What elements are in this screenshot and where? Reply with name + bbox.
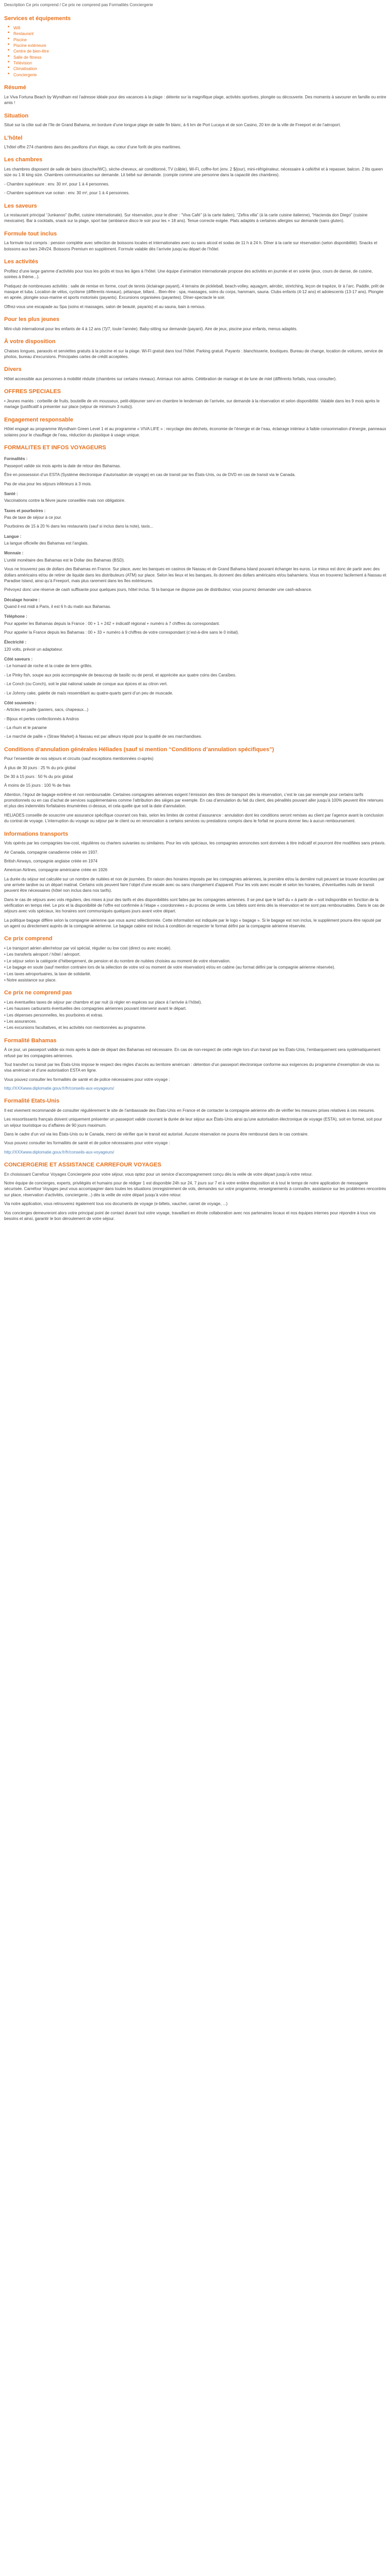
paragraph: Être en possession d’un ESTA (Système électronique d’autorisation de voyage) en cas de transit par les États-Unis, ou de DVD en cas de transit via le Canada. [4,472,296,478]
section [4,1161,387,1222]
paragraph: Vous pouvez consulter les formalités de santé et de police nécessaires pour votre voyage : [4,1141,170,1146]
paragraph: - Articles en paille (paniers, sacs, chapeaux...) [4,707,89,713]
section-title: Services et équipements [4,15,71,22]
paragraph: Vols opérés par les compagnies low-cost, régulières ou charters suivantes ou similaires. Pour les vols spéciaux, les compagnies annoncées sont données à titre indicatif et pourront être modifiées sans préavis. [4,841,386,846]
paragraph: Hôtel accessible aux personnes à mobilité réduite (chambres sur certains niveaux). Animaux non admis. Célébration de mariage et de lune de miel (différents forfaits, nous consulter). [4,376,337,381]
subheading: Formalités : [4,456,28,462]
paragraph: - Le marché de paille « (Straw Market) à Nassau est par ailleurs réputé pour la qualité de ses marchandises. [4,734,202,739]
paragraph: À plus de 30 jours : 25 % du prix global [4,765,76,770]
paragraph: • Jeunes mariés : corbeille de fruits, bouteille de vin mousseux, petit-déjeuner servi en chambre le lendemain de l’arrivée, sur demande à la réservation et selon disponibilité. Valable dans les 9 mois après le mariage (justificatif à présenter sur place (séjour de minimum 3 nuits)). [4,398,380,410]
paragraph: La durée du séjour est calculée sur un nombre de nuitées et non de journées. En raison des horaires imposés par les compagnies aériennes, la première et/ou la dernière nuit peuvent se trouver écourtées par une arrivée tardive ou un départ matinal. Certains vols peuvent faire l’objet d’une escale avec ou sans changement d’appareil. Pour les vols avec escale et selon les horaires, d’éventuelles nuits de transit peuvent être nécessaires (hôtel non inclus dans nos tarifs). [4,876,385,893]
section [4,746,387,824]
paragraph: Notre équipe de concierges, experts, privilégiés et humains pour de rédiger 1 est disponible 24h sur 24, 7 jours sur 7 et à votre entière disposition et à tout le temps de notre application de messagerie sécurisée. Carrefour Voyages peut vous accompagner dans toutes les situations (enregistrement de vols, demandes sur votre programme, renseignements à connaître, assistance sur les problèmes rencontrés sur place, réservation d’activités, conciergerie...) dès la veille de votre départ jusqu’à votre retour. [4,1181,386,1197]
paragraph: Quand il est midi à Paris, il est 6 h du matin aux Bahamas. [4,604,111,609]
price-list [4,999,387,1031]
link[interactable]: http://XXXwww.diplomatie.gouv.fr/fr/conseils-aux-voyageurs/ [4,1149,115,1155]
amenity-item: ■ Climatisation [13,66,387,72]
section-title: L’hôtel [4,134,23,141]
list-item: • Les dépenses personnelles, les pourboires et extras. [4,1012,104,1018]
paragraph: - Le Pinky fish, soupe aux pois accompagnée de beaucoup de basilic ou de persil, et appréciée aux quatre coins des Caraïbes. [4,672,237,677]
paragraph: - Chambre supérieure vue océan : env. 30 m², pour 1 à 4 personnes. [4,191,130,196]
paragraph: À moins de 15 jours : 100 % de frais [4,783,71,788]
section-title: Ce prix comprend [4,936,53,942]
paragraph: Il est vivement recommandé de consulter régulièrement le site de l’ambassade des États-Unis en France et de contacter la compagnie aérienne afin de vérifier les mesures prises relatives à ces mesures. [4,1108,376,1113]
list-item: • Le bagage en soute (sauf mention contraire lors de la sélection de votre vol ou moment de votre réservation) et/ou en cabine (au format défini par la compagnie aérienne réservée). [4,965,335,970]
paragraph: Hôtel engagé au programme Wyndham Green Level 1 et au programme « VIVA LIFE » : recyclage des déchets, économie de l’énergie et de l’eau, éclairage intérieur à faible consommation d’énergie, panneaux solaires pour le chauffage de l’eau, réduction du plastique à usage unique. [4,427,386,437]
section [4,416,387,438]
paragraph: - Le Johnny cake, galette de maïs ressemblant au quatre-quarts garni d’un peu de muscade. [4,690,173,696]
paragraph: - La rhum et le paname [4,725,47,730]
paragraph: 120 volts, prévoir un adaptateur. [4,647,63,652]
section [4,112,387,128]
section [4,258,387,310]
paragraph: Le Viva Fortuna Beach by Wyndham est l’adresse idéale pour des vacances à la plage : détente sur la magnifique plage, activités sportives, plongée ou découverte. Des moments à savourer en famille ou entre amis ! [4,94,386,106]
section [4,338,387,360]
amenity-item: ■ Télévision [13,60,387,66]
list-item: • Les taxes aéroportuaires, la taxe de solidarité. [4,971,91,976]
list-item: • Les éventuelles taxes de séjour par chambre et par nuit (à régler en espèces sur place à l’arrivée à l’hôtel). [4,999,202,1005]
amenity-item: ■ Restaurant [13,31,387,37]
paragraph: De 30 à 15 jours : 50 % du prix global [4,774,73,779]
amenity-item: ■ Piscine extérieure [13,43,387,48]
paragraph: - Le Conch (ou Conch), soit le plat national salade de conque aux épices et au citron vert. [4,682,168,687]
section-title: Les chambres [4,157,42,163]
section [4,156,387,196]
list-item: • Le séjour selon la catégorie d’hébergement, de pension et du nombre de nuitées choisies au moment de votre réservation. [4,958,231,963]
section-title: Les activités [4,259,39,265]
paragraph: - Le homard de roche et la crabe de terre grillés. [4,664,93,669]
paragraph: Dans le cas de séjours avec vols réguliers, des mises à jour des tarifs et des disponibilités sont faites par les compagnies aériennes. Il se peut que le tarif du « à partir de » soit indisponible en fonction de la vérification en temps réel. Le prix et la disponibilité de l’offre est confirmée à l’étape « coordonnées » du process de vente. Les billets sont émis dès la réservation et ne sont pas remboursables. Dans le cas de séjours avec vols spéciaux, les horaires sont communiqués quelques jours avant votre départ. [4,897,385,914]
paragraph: Les chambres disposent de salle de bains (douche/WC), sèche-cheveux, air conditionné, TV (câble), Wi-Fi, coffre-fort (env. 2 $/jour), mini-réfrigérateur, nécessaire à café/thé et à repasser, balcon. 2 lits queen size ou 1 lit king size. Chambres communicantes sur demande. Lit bébé sur demande. (compte comme une personne dans la capacité des chambres). [4,167,383,178]
paragraph: En choisissant Carrefour Voyages Conciergerie pour votre séjour, vous optez pour un service d’accompagnement conçu dès la veille de votre départ jusqu’à votre retour. [4,1172,313,1177]
section-title: Formalité Bahamas [4,1037,57,1044]
paragraph: La politique bagage diffère selon la compagnie aérienne que vous aurez sélectionnée. Cette information est indiquée par le logo « bagage ». Si le bagage est non inclus, le supplément pourra être rajouté par un agent ou directement auprès de la compagnie aérienne. Le bagage cabine est inclus à condition de respecter le format défini par la compagnie aérienne réservée. [4,918,382,929]
paragraph: Vous ne trouverez pas de dollars des Bahamas en France. Sur place, avec les banques en casinos de Nassau et de Grand Bahama Island pouvant échanger les euros. Le mieux est donc de partir avec des dollars américains et/ou de retirer de liquide dans les distributeurs (ATM) sur place. Selon les lieux et les banques, ils donnent des dollars américains et/ou bahamiens. Vous en trouverez facilement à Nassau et Paradise Island, ainsi qu’à Freeport, mais plus rarement dans les îles extérieures. [4,567,386,583]
paragraph: Attention, l’égout de bagage extrême et non remboursable. Certaines compagnies aériennes exigent l’émission des titres de transport dès la réservation, c’est le cas par exemple pour certains tarifs promotionnels ou en cas d’achat de services supplémentaires comme l’attribution des sièges par exemple. En cas d’annulation du fait du client, des pénalités pouvant aller jusqu’à 100% peuvent être retenues et plus des indemnités forfaitaires énumérées ci-dessus, et cela quelle que soit la date d’annulation. [4,792,384,809]
section-title: Ce prix ne comprend pas [4,990,72,996]
paragraph: Le restaurant principal “Junkanoo” (buffet, cuisine internationale). Sur réservation, pour le dîner : “Viva Café” (à la carte italien), “Zefira villa” (à la carte cuisine italienne), “Hacienda don Diego” (cuisine mexicaine). Bar à cocktails, snack sur la plage, sport bar (ambiance disco le soir pour les + 18 ans). Tenue correcte exigée. Plats adaptés à certaines allergies sur demande (sans gluten). [4,213,368,224]
list-item: • Les hausses carburants éventuelles des compagnies aériennes pouvant intervenir avant le départ. [4,1006,187,1011]
section-title: OFFRES SPECIALES [4,388,61,395]
subheading: Taxes et pourboires : [4,508,46,513]
paragraph: Vous pouvez consulter les formalités de santé et de police nécessaires pour votre voyage : [4,1077,170,1082]
section-title: Pour les plus jeunes [4,316,59,323]
subheading: Décalage horaire : [4,597,40,602]
paragraph: Via notre application, vous retrouverez également tous vos documents de voyage (e-billets, vaucher, carnet de voyage, ...) [4,1201,227,1207]
section-title: Formule tout inclus [4,230,57,237]
paragraph: Prévoyez donc une réserve de cash suffisante pour quelques jours, hôtel inclus. Si la banque ne dispose pas de distributeur, vous pourrez demander une cash-advance. [4,587,313,592]
paragraph: Dans le cadre d’un vol via les États-Unis ou le Canada, merci de vérifier que le transit est autorisé. Aucune réservation ne pourra être remboursé dans le cas contraire. [4,1132,309,1137]
paragraph: Passeport valide six mois après la date de retour des Bahamas. [4,463,121,468]
subheading: Électricité : [4,640,27,645]
paragraph: - Chambre supérieure : env. 30 m², pour 1 à 4 personnes. [4,181,109,187]
page [0,0,391,1231]
paragraph: La langue officielle des Bahamas est l’anglais. [4,541,89,546]
paragraph: Profitez d’une large gamme d’activités pour tous les goûts et tous les âges à l’hôtel. Une équipe d’animation internationale propose des activités en journée et en soirée (jeux, cours de danse, de cuisine, soirées à thème...). [4,268,373,280]
paragraph: Pour appeler les Bahamas depuis la France : 00 + 1 + 242 + indicatif régional + numéro à 7 chiffres du correspondant. [4,621,220,626]
paragraph: Vos concierges demeureront alors votre principal point de contact durant tout votre voyage, travaillant en étroite collaboration avec nos partenaires locaux et nos équipes internes pour répondre à tous vos besoins et ainsi, garantir le bon déroulement de votre séjour. [4,1210,376,1221]
section [4,989,387,1030]
section [4,388,387,410]
section [4,935,387,983]
paragraph: Pour appeler la France depuis les Bahamas : 00 + 33 + numéro à 9 chiffres de votre correspondant (c’est-à-dire sans le 0 initial). [4,630,239,635]
section [4,831,387,929]
paragraph: Chaises longues, parasols et serviettes gratuits à la piscine et sur la plage. Wi-Fi gratuit dans tout l’hôtel. Parking gratuit. Payants : blanchisserie, boutiques. Bureau de change, location de voitures, service de photos, bureau d’excursions. Principales cartes de crédit acceptées. [4,348,383,359]
paragraph: Pourboires de 15 à 20 % dans les restaurants (sauf si inclus dans la note), taxis... [4,524,154,529]
amenity-item: ■ Piscine [13,37,387,43]
list-item: • Le transport aérien aller/retour par vol spécial, régulier ou low cost (direct ou avec escale). [4,946,172,951]
price-list [4,945,387,983]
section [4,230,387,252]
amenity-item: ■ Salle de fitness [13,55,387,60]
section-title: Situation [4,112,29,119]
section [4,444,387,740]
paragraph: Tout transfert ou transit par les États-Unis impose le respect des règles d’accès au territoire américain : détention d’un passeport électronique conforme aux exigences du programme d’exemption de visa ou visa américain et d’une autorisation ESTA en ligne. [4,1062,380,1073]
subheading: Côté saveurs : [4,657,33,662]
paragraph: - Bijoux et perles confectionnés à Andros [4,716,79,721]
link[interactable]: http://XXXwww.diplomatie.gouv.fr/fr/conseils-aux-voyageurs/ [4,1086,115,1091]
section-title: À votre disposition [4,338,56,345]
amenity-item: ■ Conciergerie [13,72,387,78]
list-item: • Les transferts aéroport / hôtel / aéroport. [4,952,81,957]
list-item: • Les assurances. [4,1019,37,1024]
list-item: • Les excursions facultatives, et les activités non mentionnées au programme. [4,1025,146,1030]
section-title: Formalité Etats-Unis [4,1098,59,1105]
list-item: • Notre assistance sur place. [4,977,57,982]
section [4,15,387,78]
section-title: Conditions d’annulation générales Héliades (sauf si mention “Conditions d’annulation spécifiques”) [4,746,274,753]
section [4,134,387,150]
section-title: Divers [4,366,22,373]
section-title: Engagement responsable [4,416,73,423]
paragraph: Situé sur la côte sud de l’île de Grand Bahama, en bordure d’une longue plage de sable fin blanc, à 6 km de Port Lucaya et de son Casino, 20 km de la ville de Freeport et de l’aéroport. [4,123,341,128]
amenities-list [4,25,387,78]
paragraph: Air Canada, compagnie canadienne créée en 1937. [4,850,99,855]
paragraph: British Airways, compagnie anglaise créée en 1974 [4,858,97,863]
paragraph: Pas de visa pour les séjours inférieurs à 3 mois. [4,481,92,486]
content [4,15,387,1222]
paragraph: American Airlines, compagnie américaine créée en 1926 [4,868,108,873]
section [4,366,387,382]
section-title: Résumé [4,84,26,91]
section [4,316,387,332]
subheading: Téléphone : [4,614,27,619]
paragraph: HELIADES conseille de souscrire une assurance spécifique couvrant ces frais, selon les limites de contrat d’assurance : annulation dont les conditions seront remises au client par l’agence avant la conclusion du contrat de voyage. L’interruption du voyage ou séjour par le client ou en renonciation à certains services ou prestations compris dans le forfait ne pourra donner lieu à aucun remboursement. [4,812,384,824]
subheading: Côté souvenirs : [4,700,37,705]
tabs-line: Description Ce prix comprend / Ce prix ne comprend pas Formalités Conciergerie [4,3,153,7]
paragraph: L’hôtel offre 274 chambres dans des pavillons d’un étage, au cœur d’une forêt de pins maritimes. [4,145,182,150]
section-title: Informations transports [4,831,69,837]
paragraph: Les ressortissants français doivent uniquement présenter un passeport valide couvrant la durée de leur séjour aux États-Unis ainsi qu’une autorisation électronique de voyage (ESTA), soit en format, soit pour un séjour touristique ou d’affaires de 90 jours maximum. [4,1117,382,1128]
paragraph: La formule tout compris : pension complète avec sélection de boissons locales et internationales avec ou sans alcool et sodas de 11 h à 24 h. Dîner à la carte sur réservation (selon disponibilité). Snacks et boissons aux bars 24h/24. Boissons Premium en supplément. Formule valable dès l’arrivée jusqu’au départ de l’hôtel. [4,241,378,251]
paragraph: À ce jour, un passeport valide six mois après la date de départ des Bahamas est nécessaire. En cas de non-respect de cette règle lors d’un transit par les États-Unis, l’embarquement sera systématiquement refusé par les compagnies aériennes. [4,1047,381,1058]
section [4,202,387,224]
section [4,1037,387,1092]
paragraph: Pour l’ensemble de nos séjours et circuits (sauf exceptions mentionnées ci-après) [4,756,154,761]
paragraph: Pas de taxe de séjour à ce jour. [4,515,62,520]
paragraph: Mini-club international pour les enfants de 4 à 12 ans (7j/7, toute l’année). Baby-sitting sur demande (payant). Aire de jeux, piscine pour enfants, menus adaptés. [4,326,298,331]
subheading: Santé : [4,491,18,496]
paragraph: Pratiquez de nombreuses activités : salle de remise en forme, court de tennis (éclairage payant), 4 terrains de pickleball, beach-volley, aquagym, aérobic, stretching, leçon de trapèze, tir à l’arc. Paddle, prêt de masque et tuba. Location de vélos, cyclisme (différents niveaux), pétanque, billard... Bien-être : spa, massages, soins du corps, hammam, sauna. Clubs enfants (4-12 ans) et adolescents (13-17 ans). Plongée en apnée, plongée sous-marine et sports motorisés (payants). Excursions organisées (payantes). Dîner-spectacle le soir. [4,283,384,300]
subheading: Langue : [4,534,22,539]
paragraph: L’unité monétaire des Bahamas est le Dollar des Bahamas (BSD). [4,557,125,563]
paragraph: Vaccinations contre la fièvre jaune conseillée mais non obligatoire. [4,498,126,503]
paragraph: Offrez-vous une escapade au Spa (soins et massages, salon de beauté, payants) et au sauna, bain à remous. [4,304,206,309]
section-title: CONCIERGERIE ET ASSISTANCE CARREFOUR VOYAGES [4,1162,161,1168]
section-title: FORMALITES ET INFOS VOYAGEURS [4,444,106,451]
section [4,1097,387,1155]
section [4,84,387,106]
amenity-item: ■ Wifi [13,25,387,31]
section-title: Les saveurs [4,202,37,209]
subheading: Monnaie : [4,551,24,556]
amenity-item: ■ Centre de bien-être [13,48,387,54]
